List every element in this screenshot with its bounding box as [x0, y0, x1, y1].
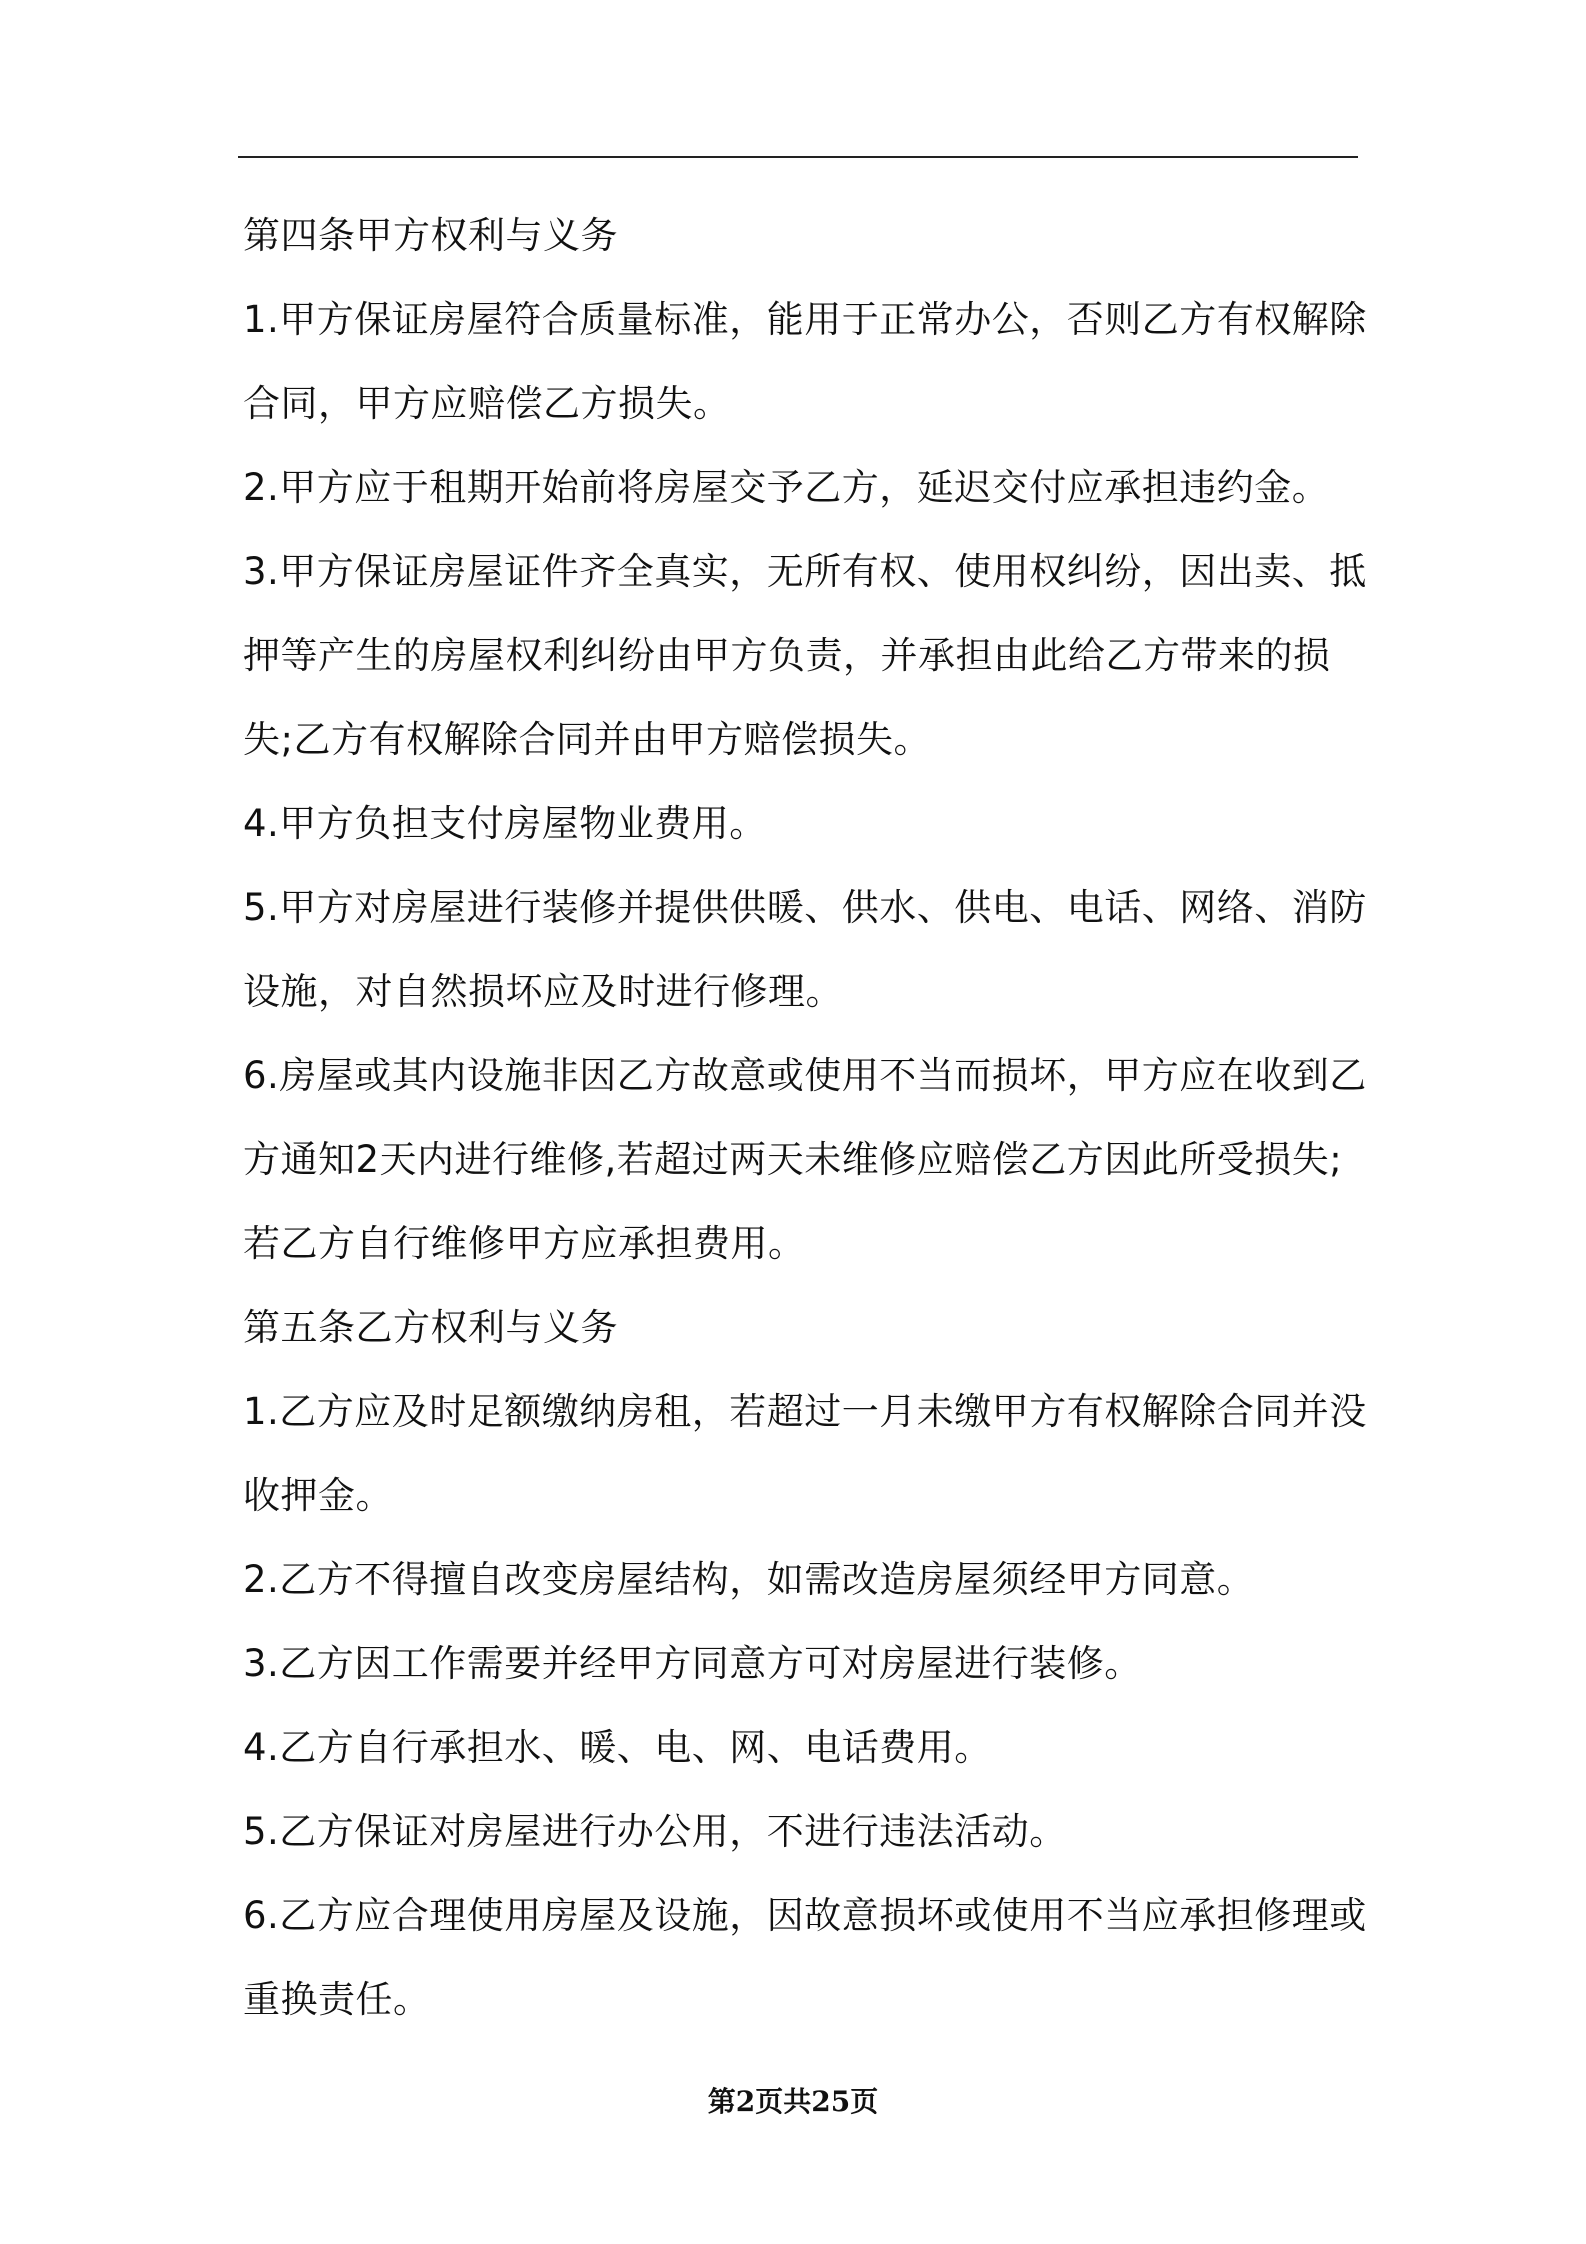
paragraph-line: 2.乙方不得擅自改变房屋结构，如需改造房屋须经甲方同意。 [243, 1558, 1255, 1601]
paragraph-line: 押等产生的房屋权利纠纷由甲方负责，并承担由此给乙方带来的损 [243, 634, 1331, 677]
paragraph-line: 5.甲方对房屋进行装修并提供供暖、供水、供电、电话、网络、消防 [243, 886, 1367, 929]
paragraph-line: 4.甲方负担支付房屋物业费用。 [243, 802, 767, 845]
paragraph-line: 合同，甲方应赔偿乙方损失。 [243, 382, 731, 425]
paragraph-line: 6.乙方应合理使用房屋及设施，因故意损坏或使用不当应承担修理或 [243, 1894, 1367, 1937]
paragraph-line: 收押金。 [243, 1474, 393, 1517]
document-body [243, 194, 1367, 2042]
paragraph-line: 1.甲方保证房屋符合质量标准，能用于正常办公，否则乙方有权解除 [243, 298, 1367, 341]
section-heading-article-4: 第四条甲方权利与义务 [243, 214, 618, 257]
header-rule [238, 156, 1358, 158]
paragraph-line: 3.乙方因工作需要并经甲方同意方可对房屋进行装修。 [243, 1642, 1142, 1685]
paragraph-line: 4.乙方自行承担水、暖、电、网、电话费用。 [243, 1726, 992, 1769]
paragraph-line: 若乙方自行维修甲方应承担费用。 [243, 1222, 806, 1265]
paragraph-line: 设施，对自然损坏应及时进行修理。 [243, 970, 843, 1013]
paragraph-line: 方通知2天内进行维修,若超过两天未维修应赔偿乙方因此所受损失; [243, 1138, 1343, 1181]
paragraph-line: 失;乙方有权解除合同并由甲方赔偿损失。 [243, 718, 931, 761]
page-number: 第2页共25页 [707, 2085, 879, 2118]
section-heading-article-5: 第五条乙方权利与义务 [243, 1306, 618, 1349]
paragraph-line: 6.房屋或其内设施非因乙方故意或使用不当而损坏，甲方应在收到乙 [243, 1054, 1367, 1097]
paragraph-line: 2.甲方应于租期开始前将房屋交予乙方，延迟交付应承担违约金。 [243, 466, 1330, 509]
paragraph-line: 1.乙方应及时足额缴纳房租，若超过一月未缴甲方有权解除合同并没 [243, 1390, 1367, 1433]
paragraph-line: 5.乙方保证对房屋进行办公用，不进行违法活动。 [243, 1810, 1067, 1853]
paragraph-line: 重换责任。 [243, 1978, 431, 2021]
paragraph-line: 3.甲方保证房屋证件齐全真实，无所有权、使用权纠纷，因出卖、抵 [243, 550, 1367, 593]
